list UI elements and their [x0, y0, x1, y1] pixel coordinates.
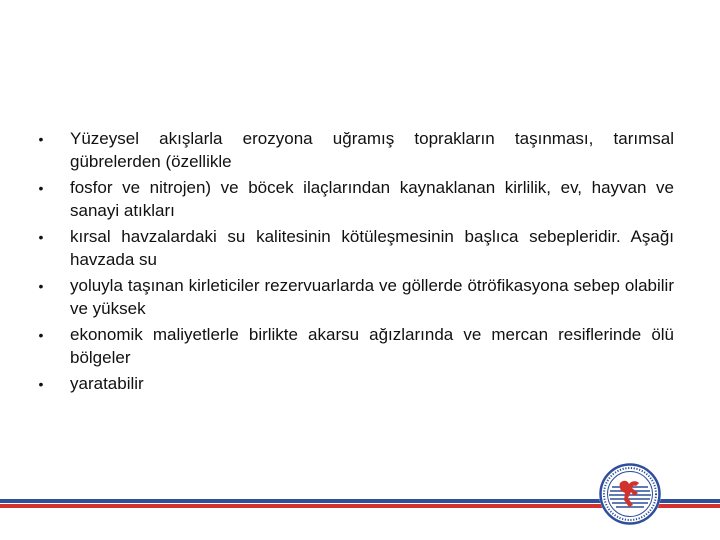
bullet-text: ekonomik maliyetlerle birlikte akarsu ağızlarında ve mercan resiflerinde ölü bölgeler	[70, 325, 674, 367]
bullet-text: yoluyla taşınan kirleticiler rezervuarlarda ve göllerde ötröfikasyona sebep olabilir ve yüksek	[70, 276, 674, 318]
bullet-dot: •	[38, 180, 44, 196]
bullet-text: kırsal havzalardaki su kalitesinin kötüleşmesinin başlıca sebepleridir. Aşağı havzada su	[70, 227, 674, 269]
bullet-dot: •	[38, 278, 44, 294]
bullet-dot: •	[38, 131, 44, 147]
bullet-item	[34, 373, 674, 396]
bullet-text: Yüzeysel akışlarla erozyona uğramış toprakların taşınması, tarımsal gübrelerden (özellikle	[70, 129, 674, 171]
bullet-item	[34, 226, 674, 271]
bullet-item	[34, 324, 674, 369]
bullet-dot: •	[38, 327, 44, 343]
bullet-dot: •	[38, 376, 44, 392]
bullet-item	[34, 177, 674, 222]
bullet-dot: •	[38, 229, 44, 245]
bullet-text: yaratabilir	[70, 374, 144, 393]
bullet-text: fosfor ve nitrojen) ve böcek ilaçlarından kaynaklanan kirlilik, ev, hayvan ve sanayi atıkları	[70, 178, 674, 220]
university-seal-graphic	[598, 462, 662, 526]
university-seal-icon	[598, 462, 662, 526]
bullet-item	[34, 128, 674, 173]
bullet-list	[34, 128, 674, 400]
bullet-item	[34, 275, 674, 320]
